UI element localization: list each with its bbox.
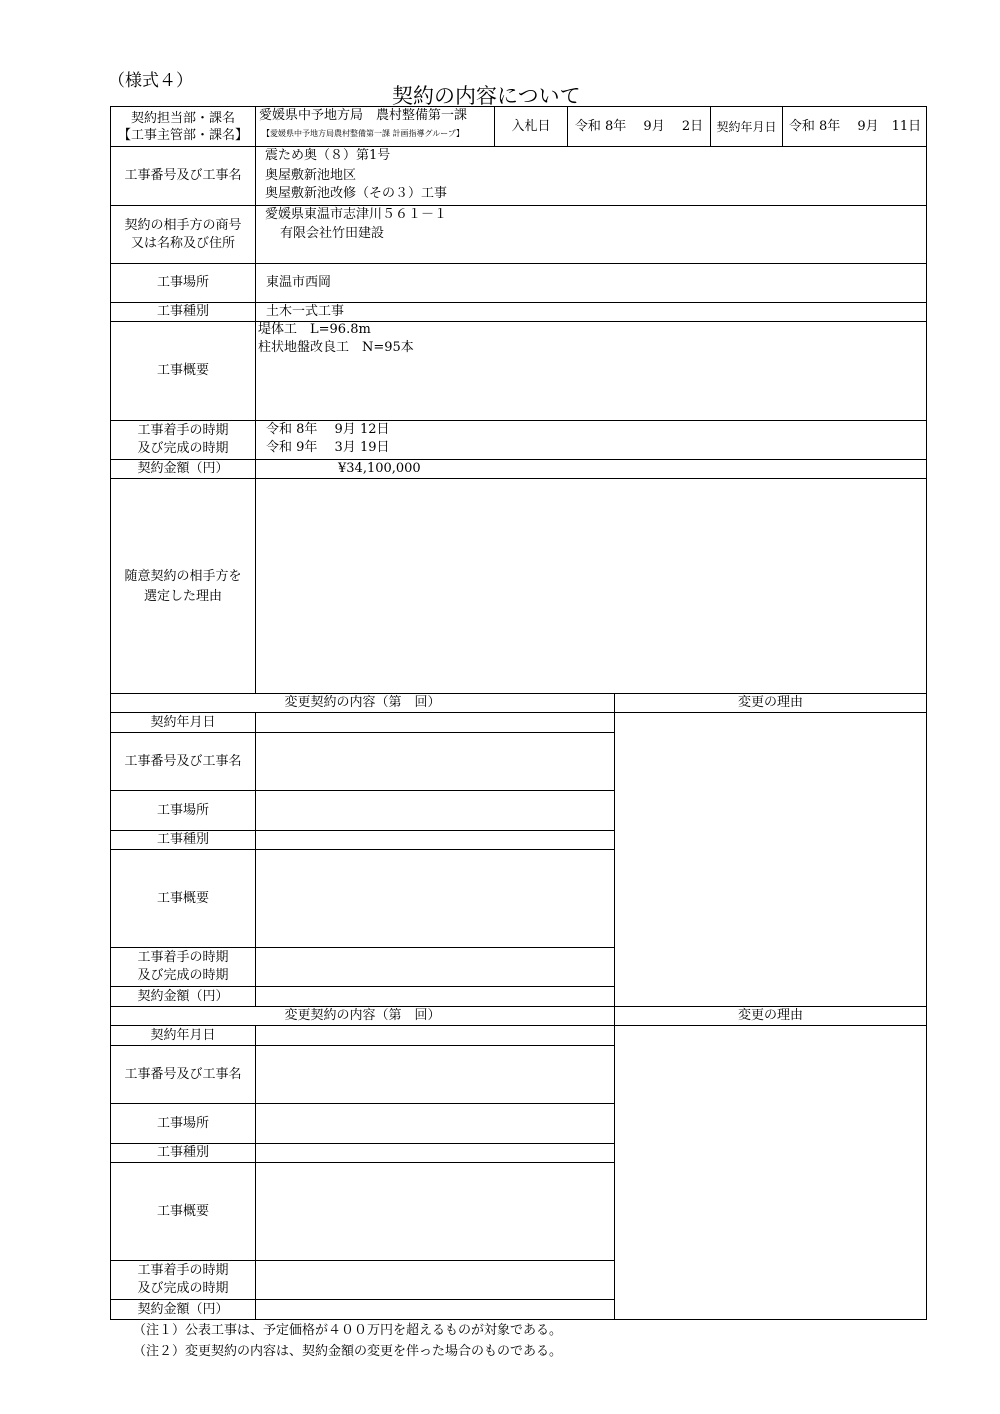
dept-label-line1: 契約担当部・課名: [130, 110, 235, 126]
party-label-line1: 契約の相手方の商号: [124, 217, 242, 233]
change1-place-label: 工事場所: [156, 802, 209, 818]
amount-value: ¥34,100,000: [338, 461, 421, 476]
reason-label-line1: 随意契約の相手方を: [124, 568, 242, 584]
work-no-line1: 震ため奥（８）第1号: [265, 148, 391, 163]
work-no-line2: 奥屋敷新池地区: [265, 168, 357, 183]
change1-period-line1: 工事着手の時期: [137, 950, 229, 965]
type-label: 工事種別: [156, 304, 209, 319]
period-end: 令和 9年 3月 19日: [266, 440, 390, 455]
change1-reason-header: 変更の理由: [737, 695, 803, 710]
change2-date-label: 契約年月日: [150, 1027, 216, 1043]
change2-period-label: [111, 1261, 255, 1299]
dept-value: 愛媛県中予地方局 農村整備第一課: [259, 108, 468, 123]
summary-line2: 柱状地盤改良工 N=95本: [258, 340, 414, 355]
page-title: 契約の内容について: [392, 84, 581, 108]
form-label: （様式４）: [108, 71, 193, 91]
change1-summary-label: 工事概要: [156, 890, 209, 906]
bid-date-label: 入札日: [511, 118, 551, 134]
period-label-line1: 工事着手の時期: [137, 423, 229, 438]
dept-sub-value: 【愛媛県中予地方局農村整備第一課 計画指導グループ】: [262, 129, 464, 138]
party-label-line2: 又は名称及び住所: [130, 235, 235, 251]
change2-work-no-label: 工事番号及び工事名: [124, 1066, 242, 1082]
change2-place-label: 工事場所: [156, 1115, 209, 1131]
type-value: 土木一式工事: [266, 304, 345, 319]
contract-date-value: 令和 8年 9月 11日: [788, 118, 922, 134]
summary-label: 工事概要: [156, 363, 209, 378]
change1-type-label: 工事種別: [156, 832, 209, 847]
party-name: 有限会社竹田建設: [280, 226, 385, 241]
change1-period-label: [111, 948, 255, 986]
change1-amount-label: 契約金額（円）: [137, 988, 229, 1004]
bid-date-value: 令和 8年 9月 2日: [574, 118, 704, 134]
party-label: [111, 206, 255, 263]
work-no-line3: 奥屋敷新池改修（その３）工事: [265, 186, 448, 201]
contract-date-label: 契約年月日: [716, 119, 777, 134]
period-label-line2: 及び完成の時期: [137, 441, 229, 456]
change2-period-line2: 及び完成の時期: [137, 1281, 229, 1296]
work-no-label: 工事番号及び工事名: [124, 168, 242, 183]
amount-label: 契約金額（円）: [137, 461, 229, 476]
period-start: 令和 8年 9月 12日: [266, 422, 390, 437]
reason-label: [111, 479, 255, 694]
reason-label-line2: 選定した理由: [143, 588, 222, 604]
place-label: 工事場所: [156, 275, 209, 290]
period-label: [111, 421, 255, 459]
change1-date-label: 契約年月日: [150, 714, 216, 730]
change1-header: 変更契約の内容（第 回）: [284, 695, 441, 710]
change2-amount-label: 契約金額（円）: [137, 1301, 229, 1317]
change1-period-line2: 及び完成の時期: [137, 968, 229, 983]
place-value: 東温市西岡: [266, 275, 332, 290]
dept-label: [111, 107, 255, 146]
change1-work-no-label: 工事番号及び工事名: [124, 753, 242, 769]
summary-line1: 堤体工 L=96.8m: [258, 322, 371, 337]
note-2: （注２）変更契約の内容は、契約金額の変更を伴った場合のものである。: [133, 1344, 563, 1359]
party-address: 愛媛県東温市志津川５６１－１: [265, 207, 448, 222]
change2-type-label: 工事種別: [156, 1145, 209, 1160]
change2-reason-header: 変更の理由: [737, 1008, 803, 1023]
change2-period-line1: 工事着手の時期: [137, 1263, 229, 1278]
dept-label-line2: 【工事主管部・課名】: [117, 127, 248, 143]
note-1: （注１）公表工事は、予定価格が４００万円を超えるものが対象である。: [133, 1323, 563, 1338]
change2-header: 変更契約の内容（第 回）: [284, 1008, 441, 1023]
change2-summary-label: 工事概要: [156, 1203, 209, 1219]
